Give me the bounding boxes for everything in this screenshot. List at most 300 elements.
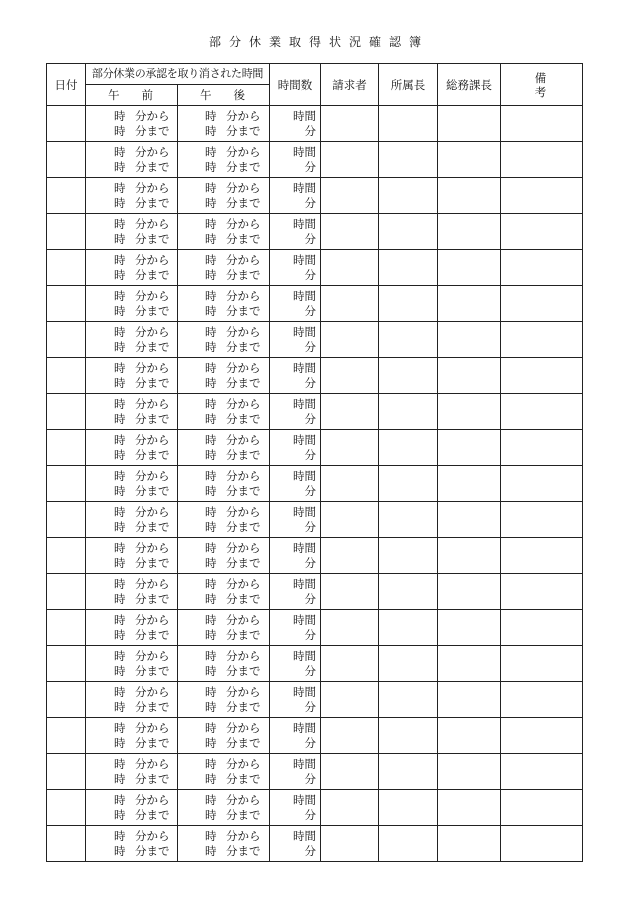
requester-cell[interactable] [321, 106, 379, 142]
time-unit-label: 時 [205, 807, 217, 822]
general-affairs-head-cell[interactable] [438, 610, 501, 646]
time-unit-label: 分まで [135, 807, 170, 822]
requester-cell[interactable] [321, 178, 379, 214]
time-unit-label: 時 [114, 432, 126, 447]
table-row [47, 574, 583, 610]
time-unit-label: 分まで [135, 519, 170, 534]
requester-cell[interactable] [321, 322, 379, 358]
time-unit-label: 分 [304, 447, 317, 462]
time-unit-label: 時 [114, 555, 126, 570]
general-affairs-head-cell[interactable] [438, 466, 501, 502]
requester-cell[interactable] [321, 646, 379, 682]
am-time-cell[interactable] [86, 610, 178, 646]
date-cell[interactable] [47, 214, 86, 250]
general-affairs-head-cell[interactable] [438, 322, 501, 358]
time-unit-label: 分から [226, 396, 261, 411]
general-affairs-head-cell[interactable] [438, 754, 501, 790]
remarks-cell[interactable] [501, 394, 583, 430]
remarks-cell[interactable] [501, 142, 583, 178]
time-unit-label: 時 [205, 576, 217, 591]
time-unit-label: 時 [114, 828, 126, 843]
pm-time-cell[interactable] [178, 718, 270, 754]
section-head-cell[interactable] [379, 214, 438, 250]
pm-time-cell[interactable] [178, 430, 270, 466]
remarks-cell[interactable] [501, 682, 583, 718]
time-unit-label: 時 [205, 288, 217, 303]
time-unit-label: 分まで [226, 483, 261, 498]
pm-time-cell[interactable] [178, 214, 270, 250]
time-unit-label: 分から [135, 504, 170, 519]
remarks-cell[interactable] [501, 178, 583, 214]
requester-cell[interactable] [321, 466, 379, 502]
pm-time-cell[interactable] [178, 646, 270, 682]
date-cell[interactable] [47, 142, 86, 178]
time-unit-label: 時 [114, 339, 126, 354]
time-unit-label: 分まで [135, 195, 170, 210]
duration-cell[interactable] [270, 106, 321, 142]
section-head-cell[interactable] [379, 394, 438, 430]
time-unit-label: 分から [226, 252, 261, 267]
remarks-cell[interactable] [501, 502, 583, 538]
time-unit-label: 分から [135, 432, 170, 447]
pm-time-cell[interactable] [178, 286, 270, 322]
table-row [47, 178, 583, 214]
remarks-cell[interactable] [501, 538, 583, 574]
section-head-cell[interactable] [379, 610, 438, 646]
time-unit-label: 時 [205, 699, 217, 714]
time-unit-label: 時 [114, 267, 126, 282]
remarks-cell[interactable] [501, 286, 583, 322]
duration-cell[interactable] [270, 250, 321, 286]
time-unit-label: 分まで [226, 627, 261, 642]
time-unit-label: 時 [114, 159, 126, 174]
remarks-cell[interactable] [501, 574, 583, 610]
duration-cell[interactable] [270, 286, 321, 322]
time-unit-label: 時間 [293, 252, 317, 267]
general-affairs-head-cell[interactable] [438, 538, 501, 574]
date-cell[interactable] [47, 790, 86, 826]
pm-time-cell[interactable] [178, 502, 270, 538]
pm-time-cell[interactable] [178, 574, 270, 610]
time-unit-label: 分まで [226, 807, 261, 822]
date-cell[interactable] [47, 106, 86, 142]
requester-cell[interactable] [321, 790, 379, 826]
time-unit-label: 時 [114, 627, 126, 642]
time-unit-label: 時間 [293, 144, 317, 159]
am-time-cell[interactable] [86, 502, 178, 538]
requester-cell[interactable] [321, 610, 379, 646]
date-cell[interactable] [47, 646, 86, 682]
duration-cell[interactable] [270, 682, 321, 718]
am-time-cell[interactable] [86, 826, 178, 862]
time-unit-label: 時 [205, 216, 217, 231]
time-unit-label: 時 [205, 267, 217, 282]
general-affairs-head-cell[interactable] [438, 142, 501, 178]
date-cell[interactable] [47, 178, 86, 214]
time-unit-label: 分から [135, 648, 170, 663]
section-head-cell[interactable] [379, 142, 438, 178]
general-affairs-head-cell[interactable] [438, 826, 501, 862]
time-unit-label: 分から [135, 576, 170, 591]
pm-time-cell[interactable] [178, 826, 270, 862]
time-unit-label: 分 [304, 303, 317, 318]
date-cell[interactable] [47, 538, 86, 574]
table-row [47, 142, 583, 178]
remarks-cell[interactable] [501, 646, 583, 682]
table-row [47, 754, 583, 790]
time-unit-label: 分まで [226, 699, 261, 714]
time-unit-label: 分まで [226, 159, 261, 174]
general-affairs-head-cell[interactable] [438, 682, 501, 718]
section-head-cell[interactable] [379, 682, 438, 718]
general-affairs-head-cell[interactable] [438, 358, 501, 394]
table-row [47, 214, 583, 250]
pm-time-cell[interactable] [178, 682, 270, 718]
table-row [47, 106, 583, 142]
remarks-cell[interactable] [501, 358, 583, 394]
section-head-cell[interactable] [379, 502, 438, 538]
time-unit-label: 時間 [293, 648, 317, 663]
date-cell[interactable] [47, 610, 86, 646]
time-unit-label: 分 [304, 231, 317, 246]
general-affairs-head-cell[interactable] [438, 178, 501, 214]
time-unit-label: 分から [135, 756, 170, 771]
date-cell[interactable] [47, 826, 86, 862]
am-time-cell[interactable] [86, 394, 178, 430]
time-unit-label: 時間 [293, 540, 317, 555]
time-unit-label: 分から [135, 360, 170, 375]
duration-cell[interactable] [270, 214, 321, 250]
duration-cell[interactable] [270, 358, 321, 394]
requester-cell[interactable] [321, 250, 379, 286]
am-time-cell[interactable] [86, 214, 178, 250]
time-unit-label: 分まで [135, 591, 170, 606]
time-unit-label: 時 [205, 735, 217, 750]
section-head-cell[interactable] [379, 718, 438, 754]
header-remarks: 備考 [501, 64, 583, 106]
duration-cell[interactable] [270, 322, 321, 358]
time-unit-label: 時間 [293, 288, 317, 303]
time-unit-label: 分から [226, 684, 261, 699]
header-date: 日付 [47, 64, 86, 106]
time-unit-label: 分から [226, 432, 261, 447]
time-unit-label: 分まで [135, 159, 170, 174]
table-row [47, 610, 583, 646]
time-unit-label: 分から [226, 540, 261, 555]
time-unit-label: 分まで [226, 375, 261, 390]
time-unit-label: 時 [205, 396, 217, 411]
time-unit-label: 分から [226, 720, 261, 735]
time-unit-label: 時 [114, 303, 126, 318]
date-cell[interactable] [47, 322, 86, 358]
time-unit-label: 分 [304, 411, 317, 426]
remarks-cell[interactable] [501, 826, 583, 862]
time-unit-label: 時間 [293, 720, 317, 735]
time-unit-label: 分まで [226, 591, 261, 606]
table-row [47, 466, 583, 502]
am-time-cell[interactable] [86, 250, 178, 286]
duration-cell[interactable] [270, 754, 321, 790]
remarks-cell[interactable] [501, 466, 583, 502]
pm-time-cell[interactable] [178, 538, 270, 574]
time-unit-label: 時 [114, 360, 126, 375]
section-head-cell[interactable] [379, 286, 438, 322]
time-unit-label: 分 [304, 843, 317, 858]
am-time-cell[interactable] [86, 682, 178, 718]
pm-time-cell[interactable] [178, 250, 270, 286]
header-am: 午前 [86, 85, 178, 106]
time-unit-label: 時 [205, 828, 217, 843]
duration-cell[interactable] [270, 610, 321, 646]
requester-cell[interactable] [321, 142, 379, 178]
time-unit-label: 分まで [135, 231, 170, 246]
pm-time-cell[interactable] [178, 178, 270, 214]
remarks-cell[interactable] [501, 106, 583, 142]
date-cell[interactable] [47, 358, 86, 394]
requester-cell[interactable] [321, 538, 379, 574]
time-unit-label: 時 [114, 591, 126, 606]
time-unit-label: 時 [114, 483, 126, 498]
requester-cell[interactable] [321, 430, 379, 466]
duration-cell[interactable] [270, 574, 321, 610]
time-unit-label: 分から [135, 216, 170, 231]
time-unit-label: 分から [226, 144, 261, 159]
table-row [47, 682, 583, 718]
section-head-cell[interactable] [379, 178, 438, 214]
general-affairs-head-cell[interactable] [438, 250, 501, 286]
time-unit-label: 時 [205, 324, 217, 339]
pm-time-cell[interactable] [178, 754, 270, 790]
date-cell[interactable] [47, 394, 86, 430]
time-unit-label: 分から [135, 288, 170, 303]
duration-cell[interactable] [270, 430, 321, 466]
remarks-cell[interactable] [501, 322, 583, 358]
time-unit-label: 分 [304, 375, 317, 390]
time-unit-label: 分 [304, 699, 317, 714]
time-unit-label: 時 [205, 771, 217, 786]
duration-cell[interactable] [270, 538, 321, 574]
time-unit-label: 時 [114, 807, 126, 822]
general-affairs-head-cell[interactable] [438, 214, 501, 250]
general-affairs-head-cell[interactable] [438, 430, 501, 466]
general-affairs-head-cell[interactable] [438, 718, 501, 754]
remarks-cell[interactable] [501, 718, 583, 754]
time-unit-label: 分から [226, 360, 261, 375]
requester-cell[interactable] [321, 718, 379, 754]
date-cell[interactable] [47, 754, 86, 790]
duration-cell[interactable] [270, 646, 321, 682]
general-affairs-head-cell[interactable] [438, 574, 501, 610]
pm-time-cell[interactable] [178, 142, 270, 178]
requester-cell[interactable] [321, 754, 379, 790]
pm-time-cell[interactable] [178, 790, 270, 826]
pm-time-cell[interactable] [178, 106, 270, 142]
time-unit-label: 時 [205, 231, 217, 246]
time-unit-label: 時 [114, 375, 126, 390]
time-unit-label: 分 [304, 771, 317, 786]
time-unit-label: 時 [114, 108, 126, 123]
table-row [47, 790, 583, 826]
time-unit-label: 分 [304, 627, 317, 642]
remarks-cell[interactable] [501, 214, 583, 250]
remarks-cell[interactable] [501, 250, 583, 286]
am-time-cell[interactable] [86, 106, 178, 142]
time-unit-label: 時 [205, 123, 217, 138]
requester-cell[interactable] [321, 358, 379, 394]
time-unit-label: 時 [114, 447, 126, 462]
am-time-cell[interactable] [86, 790, 178, 826]
am-time-cell[interactable] [86, 322, 178, 358]
section-head-cell[interactable] [379, 466, 438, 502]
time-unit-label: 時 [205, 195, 217, 210]
time-unit-label: 分から [226, 756, 261, 771]
time-unit-label: 時 [205, 648, 217, 663]
requester-cell[interactable] [321, 574, 379, 610]
date-cell[interactable] [47, 574, 86, 610]
time-unit-label: 分まで [135, 735, 170, 750]
time-unit-label: 時 [114, 519, 126, 534]
requester-cell[interactable] [321, 286, 379, 322]
time-unit-label: 分から [135, 540, 170, 555]
time-unit-label: 時間 [293, 468, 317, 483]
time-unit-label: 時間 [293, 180, 317, 195]
time-unit-label: 分まで [135, 483, 170, 498]
duration-cell[interactable] [270, 718, 321, 754]
am-time-cell[interactable] [86, 178, 178, 214]
duration-cell[interactable] [270, 142, 321, 178]
time-unit-label: 分から [226, 792, 261, 807]
am-time-cell[interactable] [86, 538, 178, 574]
date-cell[interactable] [47, 718, 86, 754]
table-row [47, 358, 583, 394]
date-cell[interactable] [47, 502, 86, 538]
general-affairs-head-cell[interactable] [438, 646, 501, 682]
table-row [47, 718, 583, 754]
am-time-cell[interactable] [86, 286, 178, 322]
time-unit-label: 分まで [226, 735, 261, 750]
time-unit-label: 時 [114, 720, 126, 735]
section-head-cell[interactable] [379, 430, 438, 466]
date-cell[interactable] [47, 250, 86, 286]
time-unit-label: 時 [205, 339, 217, 354]
general-affairs-head-cell[interactable] [438, 502, 501, 538]
time-unit-label: 時 [205, 375, 217, 390]
duration-cell[interactable] [270, 466, 321, 502]
date-cell[interactable] [47, 286, 86, 322]
pm-time-cell[interactable] [178, 466, 270, 502]
requester-cell[interactable] [321, 214, 379, 250]
am-time-cell[interactable] [86, 466, 178, 502]
time-unit-label: 時 [205, 663, 217, 678]
pm-time-cell[interactable] [178, 394, 270, 430]
am-time-cell[interactable] [86, 646, 178, 682]
date-cell[interactable] [47, 466, 86, 502]
time-unit-label: 分まで [135, 375, 170, 390]
time-unit-label: 分まで [135, 627, 170, 642]
time-unit-label: 時 [114, 231, 126, 246]
time-unit-label: 分まで [135, 411, 170, 426]
pm-time-cell[interactable] [178, 610, 270, 646]
header-cancelled-period: 部分休業の承認を取り消された時間 [86, 64, 270, 85]
time-unit-label: 分まで [226, 123, 261, 138]
header-general-affairs-head: 総務課長 [438, 64, 501, 106]
date-cell[interactable] [47, 682, 86, 718]
time-unit-label: 時間 [293, 396, 317, 411]
section-head-cell[interactable] [379, 790, 438, 826]
time-unit-label: 時 [205, 591, 217, 606]
section-head-cell[interactable] [379, 538, 438, 574]
time-unit-label: 分 [304, 519, 317, 534]
date-cell[interactable] [47, 430, 86, 466]
general-affairs-head-cell[interactable] [438, 106, 501, 142]
section-head-cell[interactable] [379, 322, 438, 358]
time-unit-label: 時間 [293, 792, 317, 807]
time-unit-label: 時 [205, 432, 217, 447]
time-unit-label: 分から [135, 792, 170, 807]
general-affairs-head-cell[interactable] [438, 394, 501, 430]
section-head-cell[interactable] [379, 250, 438, 286]
time-unit-label: 分 [304, 663, 317, 678]
time-unit-label: 時 [205, 159, 217, 174]
duration-cell[interactable] [270, 394, 321, 430]
am-time-cell[interactable] [86, 142, 178, 178]
am-time-cell[interactable] [86, 754, 178, 790]
time-unit-label: 分 [304, 123, 317, 138]
time-unit-label: 分まで [226, 663, 261, 678]
time-unit-label: 時間 [293, 360, 317, 375]
duration-cell[interactable] [270, 790, 321, 826]
duration-cell[interactable] [270, 502, 321, 538]
duration-cell[interactable] [270, 178, 321, 214]
section-head-cell[interactable] [379, 646, 438, 682]
general-affairs-head-cell[interactable] [438, 790, 501, 826]
pm-time-cell[interactable] [178, 322, 270, 358]
section-head-cell[interactable] [379, 358, 438, 394]
time-unit-label: 時 [205, 144, 217, 159]
time-unit-label: 時 [114, 123, 126, 138]
time-unit-label: 分まで [226, 267, 261, 282]
time-unit-label: 分まで [135, 339, 170, 354]
am-time-cell[interactable] [86, 358, 178, 394]
time-unit-label: 分 [304, 483, 317, 498]
requester-cell[interactable] [321, 502, 379, 538]
time-unit-label: 分から [226, 828, 261, 843]
requester-cell[interactable] [321, 682, 379, 718]
time-unit-label: 時 [114, 663, 126, 678]
section-head-cell[interactable] [379, 754, 438, 790]
remarks-cell[interactable] [501, 790, 583, 826]
general-affairs-head-cell[interactable] [438, 286, 501, 322]
am-time-cell[interactable] [86, 430, 178, 466]
requester-cell[interactable] [321, 826, 379, 862]
time-unit-label: 時間 [293, 432, 317, 447]
requester-cell[interactable] [321, 394, 379, 430]
duration-cell[interactable] [270, 826, 321, 862]
section-head-cell[interactable] [379, 826, 438, 862]
remarks-cell[interactable] [501, 754, 583, 790]
section-head-cell[interactable] [379, 574, 438, 610]
am-time-cell[interactable] [86, 718, 178, 754]
time-unit-label: 分 [304, 339, 317, 354]
am-time-cell[interactable] [86, 574, 178, 610]
time-unit-label: 時間 [293, 756, 317, 771]
header-pm: 午後 [178, 85, 270, 106]
remarks-cell[interactable] [501, 430, 583, 466]
pm-time-cell[interactable] [178, 358, 270, 394]
remarks-cell[interactable] [501, 610, 583, 646]
section-head-cell[interactable] [379, 106, 438, 142]
time-unit-label: 時 [114, 468, 126, 483]
